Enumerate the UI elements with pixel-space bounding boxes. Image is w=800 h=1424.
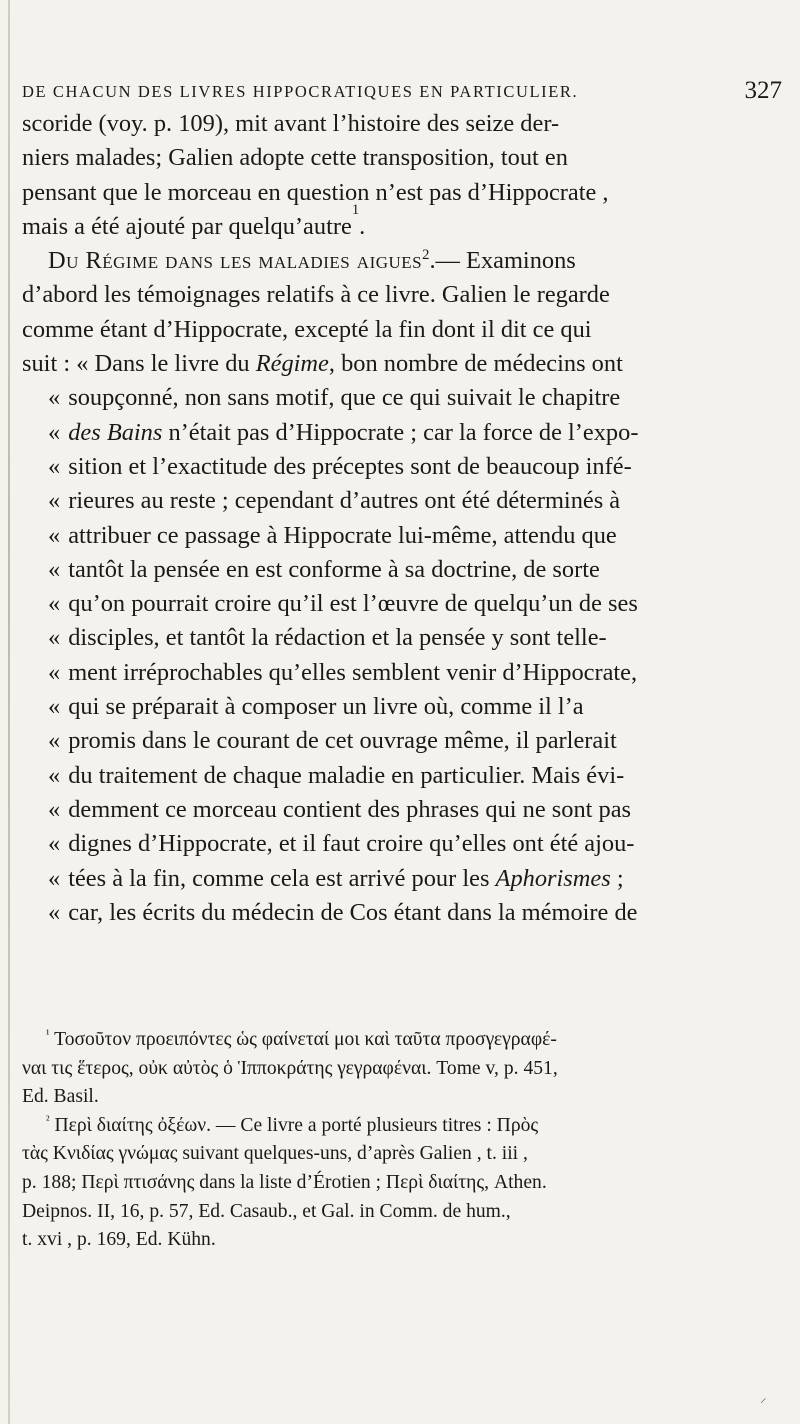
quoted-line: « sition et l’exactitude des préceptes sont de beaucoup infé-	[48, 452, 632, 480]
footnote-ref[interactable]: 1	[351, 201, 360, 218]
italic-title-bains: des Bains	[68, 418, 163, 446]
text-line: comme étant d’Hippocrate, excepté la fin dont il dit ce qui	[22, 315, 592, 343]
quoted-line: « soupçonné, non sans motif, que ce qui suivait le chapitre	[48, 384, 621, 412]
footnote-ref[interactable]: 2	[422, 247, 430, 264]
text-line: niers malades; Galien adopte cette transposition, tout en	[22, 144, 568, 172]
footnote-line: Deipnos. II, 16, p. 57, Ed. Casaub., et Gal. in Comm. de hum.,	[22, 1200, 511, 1222]
footnote-marker: ²	[46, 1113, 50, 1127]
text-line: d’abord les témoignages relatifs à ce livre. Galien le regarde	[22, 281, 610, 309]
quoted-line: « car, les écrits du médecin de Cos étant dans la mémoire de	[48, 898, 638, 926]
footnote-line: $^{^2}$ Περὶ διαίτης ὀξέων. — Ce livre a porté plusieurs titres : Πρὸς	[46, 1113, 539, 1136]
quoted-line: « rieures au reste ; cependant d’autres ont été déterminés à	[48, 487, 621, 515]
page-edge-rule	[8, 0, 10, 1424]
section-heading: Du Régime dans les maladies aigues	[48, 247, 423, 275]
quoted-line: « du traitement de chaque maladie en particulier. Mais évi-	[48, 761, 625, 789]
text-line: scoride (voy. p. 109), mit avant l’histoire des seize der-	[22, 110, 560, 137]
footnotes	[22, 1026, 782, 1255]
footnote-line: τὰς Κνιδίας γνώμας suivant quelques-uns, d’après Galien , t. iii ,	[22, 1143, 528, 1165]
text-line: pensant que le morceau en question n’est pas d’Hippocrate ,	[22, 178, 609, 206]
main-text	[22, 107, 782, 930]
running-title: DE CHACUN DES LIVRES HIPPOCRATIQUES EN PARTICULIER.	[22, 82, 579, 101]
quoted-line: « dignes d’Hippocrate, et il faut croire qu’elles ont été ajou-	[48, 830, 635, 858]
footnote-line: $^{^1}$ Τοσοῦτον προειπόντες ὡς φαίνεταί μοι καὶ ταῦτα προσγεγραφέ-	[46, 1027, 557, 1050]
footnote-line: t. xvi , p. 169, Ed. Kühn.	[22, 1229, 216, 1251]
page-mark: ⸝	[760, 1390, 767, 1405]
text-line: suit : « Dans le livre du Régime, bon nombre de médecins ont	[22, 350, 623, 378]
quoted-line: « qui se préparait à composer un livre où, comme il l’a	[48, 693, 584, 721]
quoted-line: « des Bains n’était pas d’Hippocrate ; car la force de l’expo-	[48, 418, 639, 446]
footnote-line: ναι τις ἕτερος, οὐκ αὐτὸς ὁ Ἱπποκράτης γεγραφέναι. Tome v, p. 451,	[22, 1057, 558, 1079]
footnote-line: Ed. Basil.	[22, 1086, 99, 1108]
page-number: 327	[744, 77, 782, 104]
quoted-line: « tantôt la pensée en est conforme à sa doctrine, de sorte	[48, 555, 600, 583]
quoted-line: « qu’on pourrait croire qu’il est l’œuvre de quelqu’un de ses	[48, 590, 638, 618]
italic-title-regime: Régime	[255, 350, 329, 378]
footnote-marker: ¹	[46, 1027, 50, 1041]
quoted-line: « demment ce morceau contient des phrases qui ne sont pas	[48, 795, 632, 823]
text-line: mais a été ajouté par quelqu’autre 1 .	[22, 210, 782, 244]
quoted-line: « attribuer ce passage à Hippocrate lui-même, attendu que	[48, 521, 617, 549]
quoted-line: « tées à la fin, comme cela est arrivé pour les Aphorismes ;	[48, 864, 624, 892]
quoted-line: « promis dans le courant de cet ouvrage même, il parlerait	[48, 727, 617, 755]
running-header	[22, 77, 782, 104]
quoted-line: « disciples, et tantôt la rédaction et la pensée y sont telle-	[48, 624, 607, 652]
quoted-line: « ment irréprochables qu’elles semblent venir d’Hippocrate,	[48, 658, 638, 686]
footnote-line: p. 188; Περὶ πτισάνης dans la liste d’Érotien ; Περὶ διαίτης, Athen.	[22, 1171, 547, 1193]
section-heading-line: Du Régime dans les maladies aigues$^2$.— Examinons	[48, 247, 576, 275]
italic-title-aphorismes: Aphorismes	[495, 864, 611, 892]
